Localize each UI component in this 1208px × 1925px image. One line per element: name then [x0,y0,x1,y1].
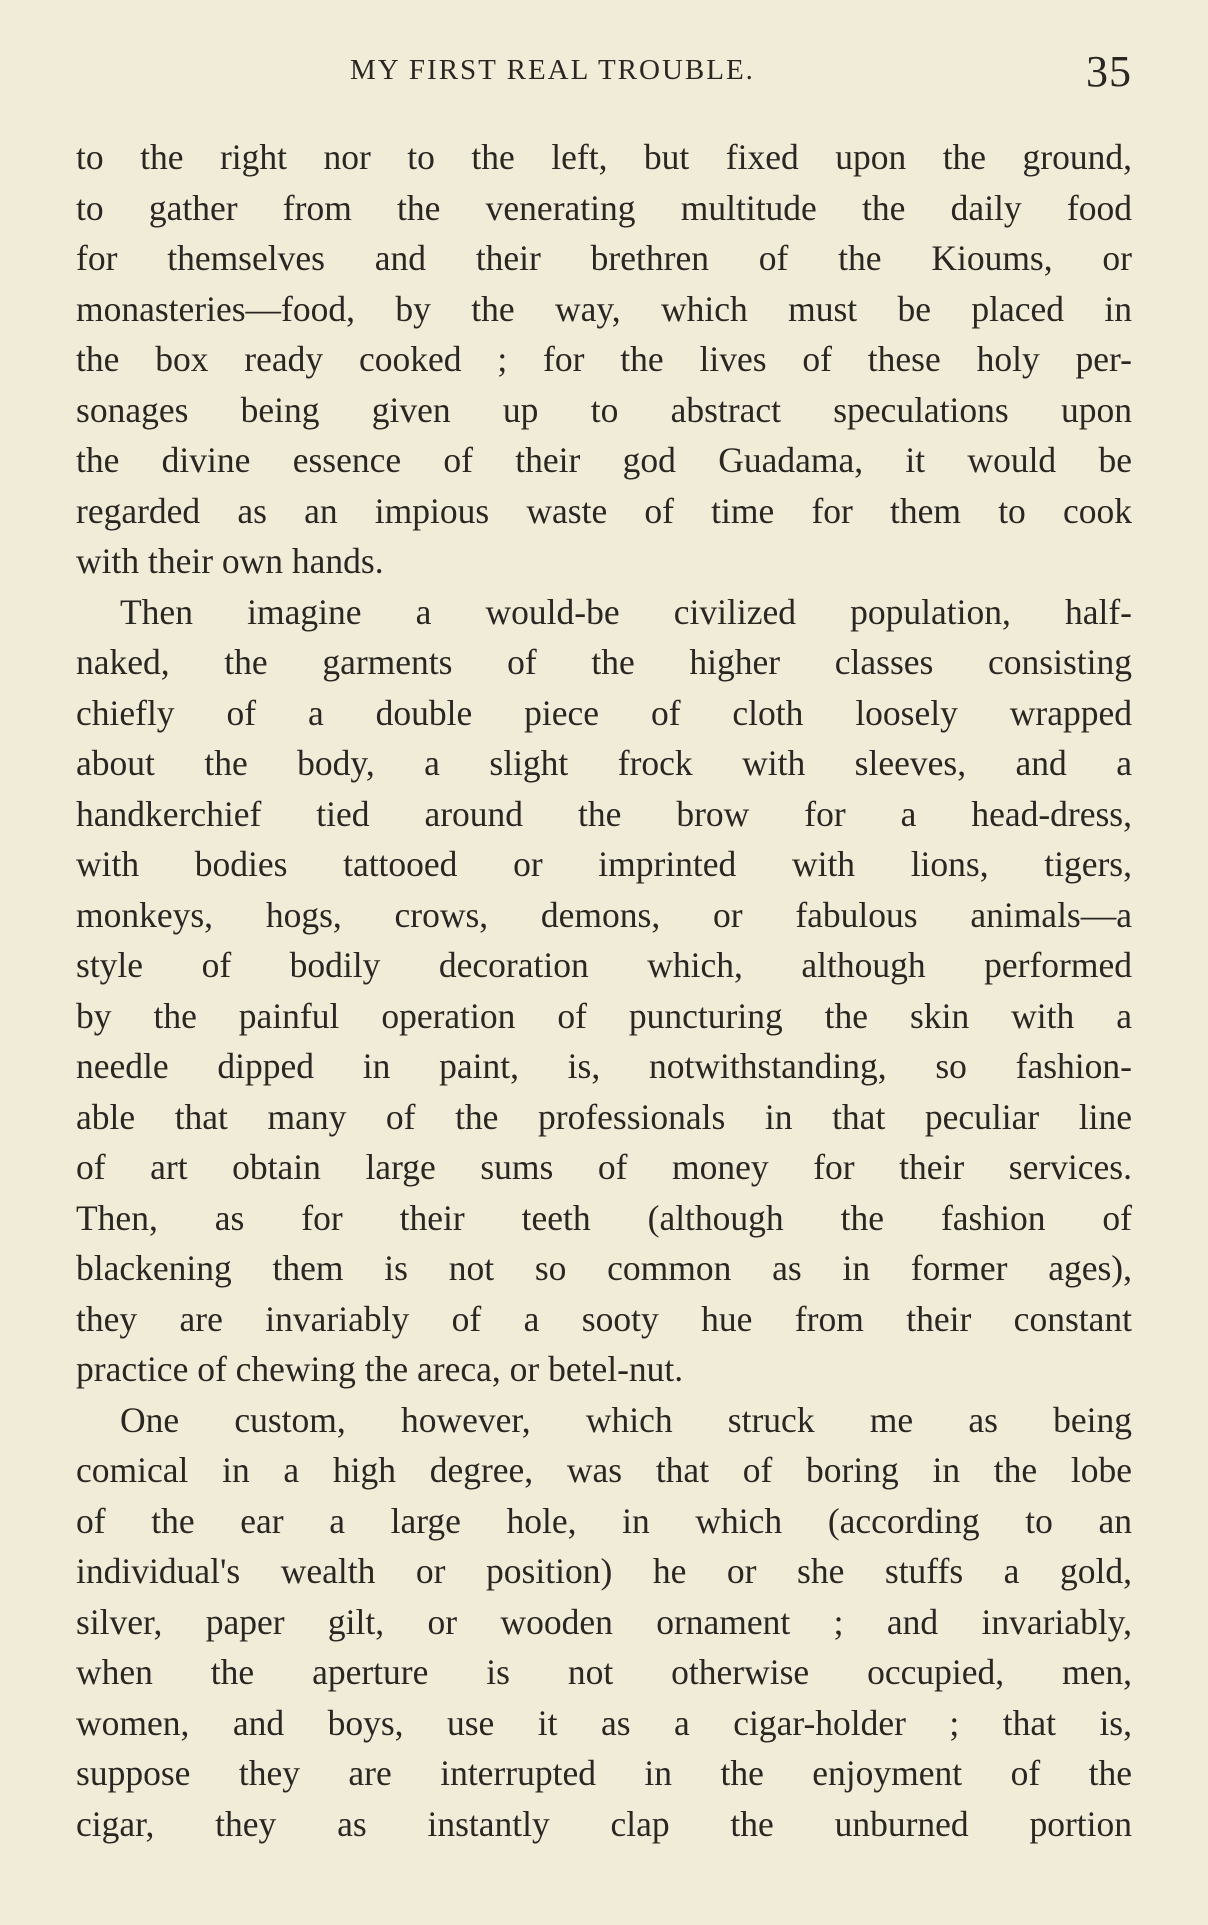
text-line: naked, the garments of the higher classes consisting [76,642,1132,682]
page-number: 35 [1086,47,1132,96]
paragraph-ear-custom [76,1395,1132,1850]
text-line: about the body, a slight frock with sleeves, and a [76,743,1132,783]
text-line: regarded as an impious waste of time for them to cook [76,490,1132,531]
text-line: practice of chewing the areca, or betel-nut. [76,1349,684,1389]
text-line: able that many of the professionals in that peculiar line [76,1096,1132,1137]
text-line: with their own hands. [76,541,384,581]
text-line: to the right nor to the left, but fixed upon the ground, [76,137,1132,177]
text-line: with bodies tattooed or imprinted with lions, tigers, [76,844,1132,884]
text-line: suppose they are interrupted in the enjoyment of the [76,1753,1132,1793]
paragraph-continued [76,132,1132,587]
text-line: of the ear a large hole, in which (according to an [76,1500,1132,1541]
text-line: Then imagine a would-be civilized population, half- [120,591,1132,632]
text-line: silver, paper gilt, or wooden ornament ; and invariably, [76,1601,1132,1642]
text-line: they are invariably of a sooty hue from their constant [76,1298,1132,1339]
text-line: monasteries—food, by the way, which must be placed in [76,288,1132,329]
text-line: when the aperture is not otherwise occupied, men, [76,1652,1132,1692]
text-line: monkeys, hogs, crows, demons, or fabulous animals—a [76,894,1132,935]
body-text [76,132,1132,1849]
text-line: individual's wealth or position) he or she stuffs a gold, [76,1551,1132,1591]
text-line: of art obtain large sums of money for their services. [76,1147,1132,1187]
text-line: by the painful operation of puncturing the skin with a [76,995,1132,1036]
paragraph-population [76,587,1132,1395]
text-line: cigar, they as instantly clap the unburned portion [76,1803,1132,1844]
text-line: Then, as for their teeth (although the fashion of [76,1197,1132,1238]
text-line: needle dipped in paint, is, notwithstanding, so fashion- [76,1046,1132,1086]
text-line: for themselves and their brethren of the Kioums, or [76,238,1132,278]
text-line: chiefly of a double piece of cloth loosely wrapped [76,692,1132,733]
running-head [0,47,1208,100]
running-title: MY FIRST REAL TROUBLE. [350,54,755,86]
text-line: the box ready cooked ; for the lives of these holy per- [76,339,1132,379]
text-line: comical in a high degree, was that of boring in the lobe [76,1450,1132,1490]
text-line: handkerchief tied around the brow for a head-dress, [76,793,1132,834]
text-line: the divine essence of their god Guadama, it would be [76,440,1132,480]
text-line: to gather from the venerating multitude the daily food [76,187,1132,228]
text-line: One custom, however, which struck me as being [120,1399,1132,1440]
text-line: women, and boys, use it as a cigar-holder ; that is, [76,1702,1132,1743]
text-line: blackening them is not so common as in former ages), [76,1248,1132,1288]
text-line: sonages being given up to abstract speculations upon [76,389,1132,430]
text-line: style of bodily decoration which, although performed [76,945,1132,985]
